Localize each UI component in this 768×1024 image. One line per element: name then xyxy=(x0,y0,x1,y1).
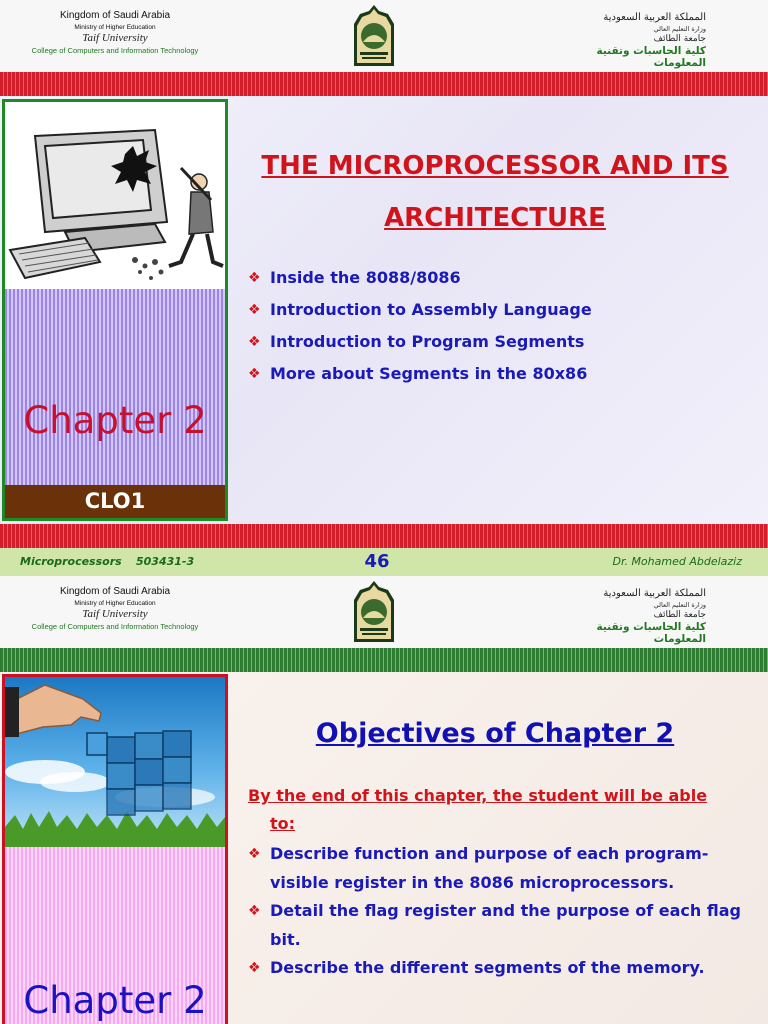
clo-badge: CLO1 xyxy=(5,485,225,518)
bullet-text: Introduction to Assembly Language xyxy=(270,300,592,319)
list-item xyxy=(248,326,592,358)
slide-2 xyxy=(0,576,768,1024)
bullet-text: Inside the 8088/8086 xyxy=(270,268,461,287)
green-divider-band xyxy=(0,648,768,672)
glass-cubes-icon xyxy=(5,677,225,847)
diamond-bullet-icon: ❖ xyxy=(248,302,261,318)
list-item xyxy=(248,954,748,983)
bullet-text: Describe function and purpose of each program-visible register in the 8086 microprocessors. xyxy=(270,844,709,892)
arabic-header-block xyxy=(556,12,706,69)
computer-illustration xyxy=(5,102,225,289)
university-text: Taif University xyxy=(82,607,148,620)
list-item xyxy=(248,294,592,326)
bullet-text: Describe the different segments of the memory. xyxy=(270,958,705,977)
slide-1-bullet-list xyxy=(248,262,592,390)
red-divider-band xyxy=(0,72,768,96)
chapter-label: Chapter 2 xyxy=(23,979,207,1022)
college-text: College of Computers and Information Technology xyxy=(31,621,199,631)
arabic-ministry-text: وزارة التعليم العالي xyxy=(653,24,706,33)
page-footer xyxy=(0,548,768,576)
slide-1-header xyxy=(0,0,768,72)
list-item xyxy=(248,897,748,954)
objectives-intro xyxy=(248,782,748,838)
university-text: Taif University xyxy=(82,31,148,44)
kingdom-text: Kingdom of Saudi Arabia xyxy=(59,10,171,21)
diamond-bullet-icon: ❖ xyxy=(248,903,261,919)
chapter-side-panel xyxy=(2,99,228,521)
english-header-block xyxy=(30,10,200,55)
taif-university-emblem-icon xyxy=(350,580,398,644)
red-footer-band xyxy=(0,524,768,548)
list-item xyxy=(248,262,592,294)
bullet-text: Detail the flag register and the purpose of each flag bit. xyxy=(270,901,741,949)
diamond-bullet-icon: ❖ xyxy=(248,334,261,350)
college-text: College of Computers and Information Technology xyxy=(31,45,199,55)
diamond-bullet-icon: ❖ xyxy=(248,366,261,382)
arabic-college-text: كلية الحاسبات وتقنية المعلومات xyxy=(596,45,706,70)
taif-university-emblem-icon xyxy=(350,4,398,68)
diamond-bullet-icon: ❖ xyxy=(248,846,261,862)
list-item xyxy=(248,840,748,897)
arabic-header-block xyxy=(556,588,706,645)
slide-1-title: THE MICROPROCESSOR AND ITS ARCHITECTURE xyxy=(261,151,729,233)
intro-line-1: By the end of this chapter, the student will be able xyxy=(248,786,708,805)
course-name: Microprocessors xyxy=(20,555,122,568)
english-header-block xyxy=(30,586,200,631)
slide-2-header xyxy=(0,576,768,648)
kingdom-text: Kingdom of Saudi Arabia xyxy=(59,586,171,597)
diamond-bullet-icon: ❖ xyxy=(248,960,261,976)
arabic-university-text: جامعة الطائف xyxy=(653,33,706,44)
intro-line-2: to: xyxy=(270,814,296,833)
slide-2-title: Objectives of Chapter 2 xyxy=(315,718,675,749)
arabic-college-text: كلية الحاسبات وتقنية المعلومات xyxy=(596,621,706,646)
ministry-text: Ministry of Higher Education xyxy=(74,599,156,607)
page-number: 46 xyxy=(364,551,390,572)
cubes-illustration xyxy=(5,677,225,847)
arabic-kingdom-text: المملكة العربية السعودية xyxy=(603,588,706,599)
arabic-kingdom-text: المملكة العربية السعودية xyxy=(603,12,706,23)
ministry-text: Ministry of Higher Education xyxy=(74,23,156,31)
objectives-bullet-list xyxy=(248,840,748,983)
list-item xyxy=(248,358,592,390)
bullet-text: Introduction to Program Segments xyxy=(270,332,585,351)
course-code: 503431-3 xyxy=(136,555,195,568)
chapter-side-panel xyxy=(2,674,228,1024)
bullet-text: More about Segments in the 80x86 xyxy=(270,364,588,383)
arabic-university-text: جامعة الطائف xyxy=(653,609,706,620)
author-name: Dr. Mohamed Abdelaziz xyxy=(612,555,742,568)
purple-stripe-panel xyxy=(5,289,225,485)
arabic-ministry-text: وزارة التعليم العالي xyxy=(653,600,706,609)
computer-man-icon xyxy=(5,102,225,289)
diamond-bullet-icon: ❖ xyxy=(248,270,261,286)
chapter-label: Chapter 2 xyxy=(23,399,207,442)
